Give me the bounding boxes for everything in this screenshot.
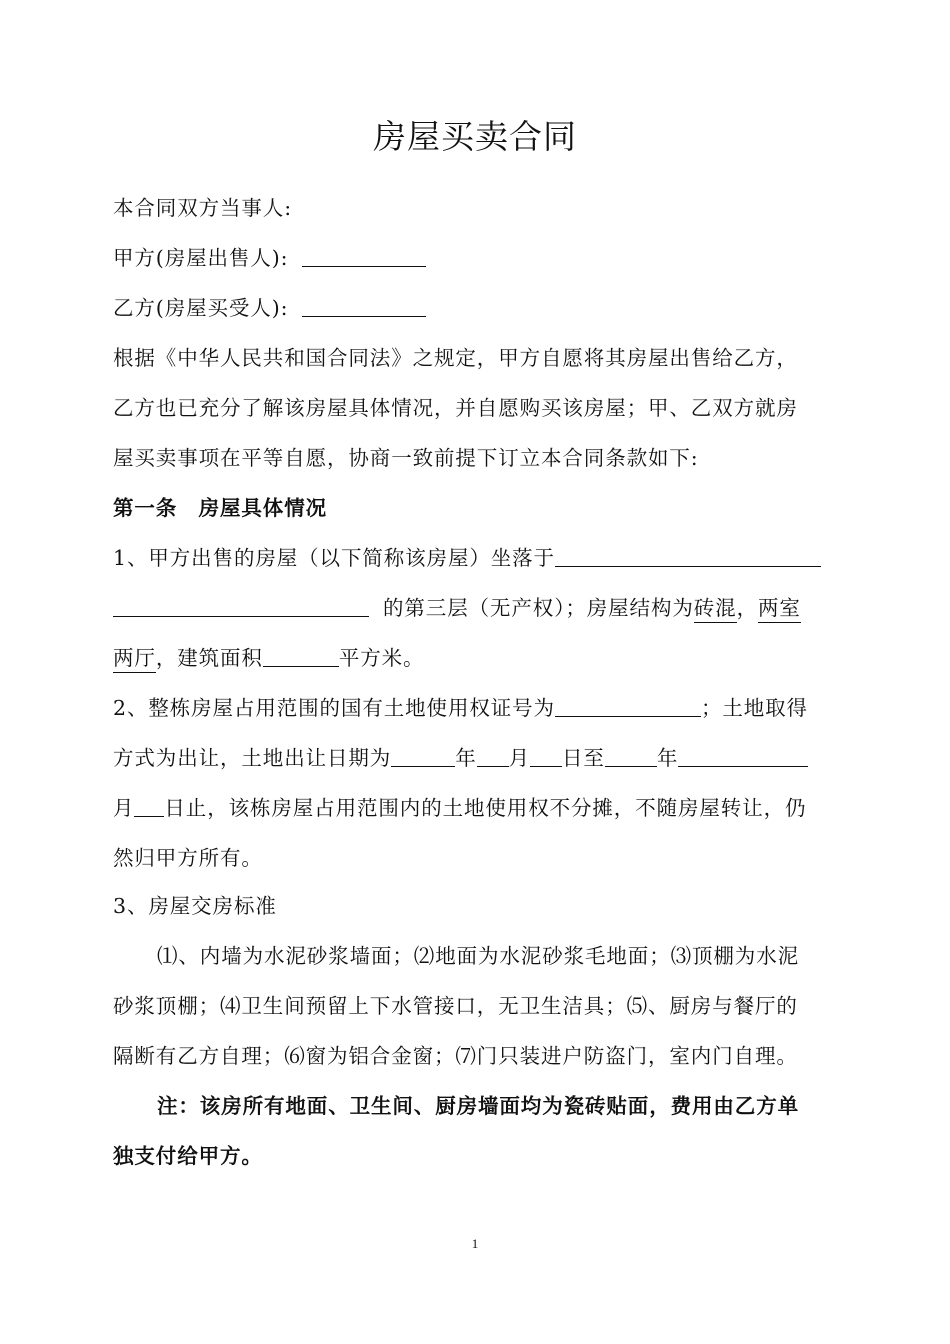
start-month-blank[interactable]: [477, 738, 509, 767]
item-1-line-2: [113, 588, 840, 628]
item-2-line-3: [113, 788, 840, 828]
note-line-1: 注：该房所有地面、卫生间、厨房墙面均为瓷砖贴面，费用由乙方单: [157, 1094, 799, 1118]
end-day-blank[interactable]: [134, 788, 164, 817]
month-label: 月: [508, 746, 531, 770]
item-1-line-1: [113, 538, 840, 578]
year-label: 年: [455, 746, 477, 770]
party-a-label: 甲方(房屋出售人):: [113, 246, 289, 270]
end-trailing-blank[interactable]: [678, 738, 808, 767]
rooms-value-part-1: 两室: [758, 596, 801, 623]
item-2-transfer-text: 方式为出让，土地出让日期为: [113, 746, 392, 770]
item-1-floor-text: 的第三层（无产权）；房屋结构为: [383, 596, 694, 620]
location-blank-2[interactable]: [113, 588, 369, 617]
end-year-label: 年: [656, 746, 679, 770]
party-a-blank[interactable]: [302, 238, 426, 267]
parties-intro: 本合同双方当事人:: [113, 196, 293, 220]
party-b-line: [113, 288, 840, 328]
start-year-blank[interactable]: [391, 738, 455, 767]
item-2-cert-text: 2、整栋房屋占用范围的国有土地使用权证号为: [113, 696, 555, 720]
party-b-label: 乙方(房屋买受人):: [113, 296, 289, 320]
note-line-2: 独支付给甲方。: [113, 1144, 263, 1168]
start-day-blank[interactable]: [530, 738, 562, 767]
item-2-line-4: 然归甲方所有。: [113, 846, 263, 870]
area-prefix: ，建筑面积: [155, 646, 263, 670]
area-unit: 平方米。: [338, 646, 425, 670]
end-month-label: 月: [113, 796, 135, 820]
item-1-line-3: [113, 638, 840, 678]
area-blank[interactable]: [263, 638, 339, 667]
item-2-land-tail: ；土地取得: [700, 696, 808, 720]
party-a-line: [113, 238, 840, 278]
item-2-land-use-text: 日止，该栋房屋占用范围内的土地使用权不分摊，不随房屋转让，仍: [164, 796, 807, 820]
cert-number-blank[interactable]: [555, 688, 701, 717]
rooms-value-part-2: 两厅: [113, 646, 156, 673]
preamble-line-2: 乙方也已充分了解该房屋具体情况，并自愿购买该房屋；甲、乙双方就房: [113, 396, 798, 420]
item-3-heading: 3、房屋交房标准: [113, 894, 277, 918]
item-2-line-2: [113, 738, 840, 778]
item-3-line-2: 砂浆顶棚；⑷卫生间预留上下水管接口，无卫生洁具；⑸、厨房与餐厅的: [113, 994, 798, 1018]
location-blank[interactable]: [555, 538, 821, 567]
party-b-blank[interactable]: [302, 288, 426, 317]
item-1-location-text: 1、甲方出售的房屋（以下简称该房屋）坐落于: [113, 546, 555, 570]
preamble-line-1: 根据《中华人民共和国合同法》之规定，甲方自愿将其房屋出售给乙方，: [113, 346, 798, 370]
item-3-line-1: ⑴、内墙为水泥砂浆墙面；⑵地面为水泥砂浆毛地面；⑶顶棚为水泥: [157, 944, 799, 968]
document-title: 房屋买卖合同: [373, 117, 577, 156]
page-number: 1: [471, 1236, 479, 1251]
day-to-label: 日至: [562, 746, 605, 770]
end-year-blank[interactable]: [605, 738, 657, 767]
item-2-line-1: [113, 688, 840, 728]
preamble-line-3: 屋买卖事项在平等自愿，协商一致前提下订立本合同条款如下:: [113, 446, 699, 470]
structure-value: 砖混: [694, 596, 737, 623]
structure-comma: ，: [736, 596, 758, 620]
article-1-heading: 第一条 房屋具体情况: [113, 496, 327, 520]
item-3-line-3: 隔断有乙方自理；⑹窗为铝合金窗；⑺门只装进户防盗门，室内门自理。: [113, 1044, 798, 1068]
